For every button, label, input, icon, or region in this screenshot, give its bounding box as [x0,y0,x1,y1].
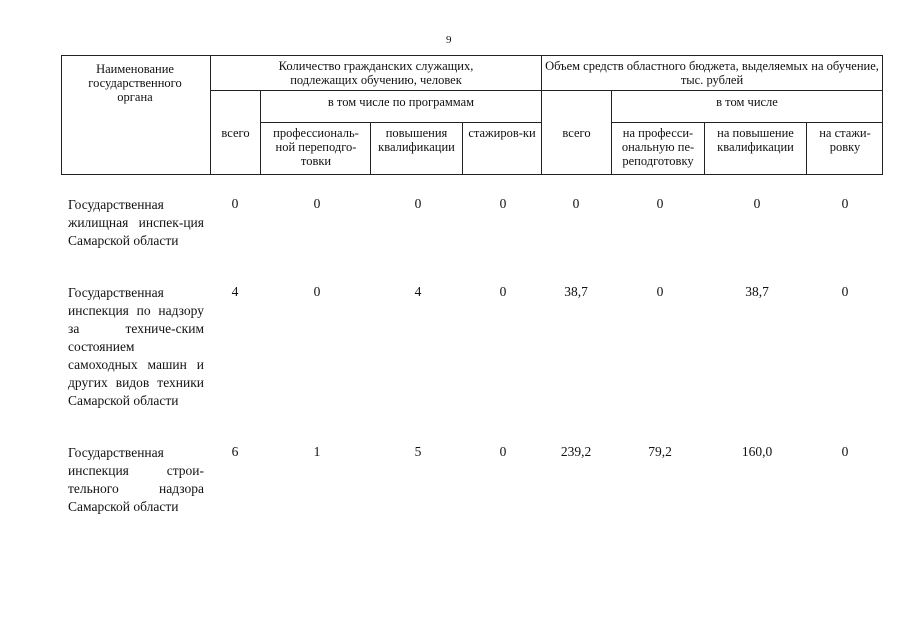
header-group1: Количество гражданских служащих, подлежащих обучению, человек [278,59,474,87]
header-col-prof-money: на професси-ональную пе-реподготовку [621,126,695,168]
header-col-intern-money: на стажи-ровку [819,126,871,154]
header-col-total1: всего [221,126,250,140]
value-qual-money: 0 [753,196,761,211]
table-header [61,55,883,175]
header-col-qual: повышения квалификации [378,126,455,154]
header-group2-sub: в том числе [716,95,778,109]
header-col-total2: всего [562,126,591,140]
page-number: 9 [446,34,452,46]
value-prof-money: 0 [656,284,664,299]
value-intern: 0 [499,196,507,211]
value-total-money: 38,7 [564,284,588,299]
header-col-intern: стажиров-ки [468,126,536,140]
value-intern-money: 0 [841,284,849,299]
value-intern: 0 [499,284,507,299]
value-intern-money: 0 [841,196,849,211]
value-qual: 4 [414,284,422,299]
org-name: Государственная жилищная инспек-ция Самарской области [68,197,204,248]
value-prof-money: 0 [656,196,664,211]
header-col-prof: профессиональ-ной переподго-товки [273,126,359,168]
header-col-qual-money: на повышение квалификации [717,126,794,154]
value-intern-money: 0 [841,444,849,459]
value-total: 4 [231,284,239,299]
value-total: 0 [231,196,239,211]
org-name: Государственная инспекция строи-тельного надзора Самарской области [68,445,204,514]
value-total-money: 239,2 [560,444,592,459]
value-prof: 1 [313,444,321,459]
value-intern: 0 [499,444,507,459]
value-qual: 0 [414,196,422,211]
value-total-money: 0 [572,196,580,211]
header-group1-sub: в том числе по программам [327,95,475,109]
value-total: 6 [231,444,239,459]
value-qual-money: 160,0 [741,444,773,459]
value-prof: 0 [313,284,321,299]
value-prof: 0 [313,196,321,211]
header-group2: Объем средств областного бюджета, выделяемых на обучение, тыс. рублей [545,59,879,87]
org-name: Государственная инспекция по надзору за техниче-ским состоянием самоходных машин и других видов техники Самарской области [68,285,204,408]
value-qual-money: 38,7 [745,284,769,299]
header-org-name: Наименование государственного органа [88,62,182,104]
value-prof-money: 79,2 [648,444,672,459]
value-qual: 5 [414,444,422,459]
